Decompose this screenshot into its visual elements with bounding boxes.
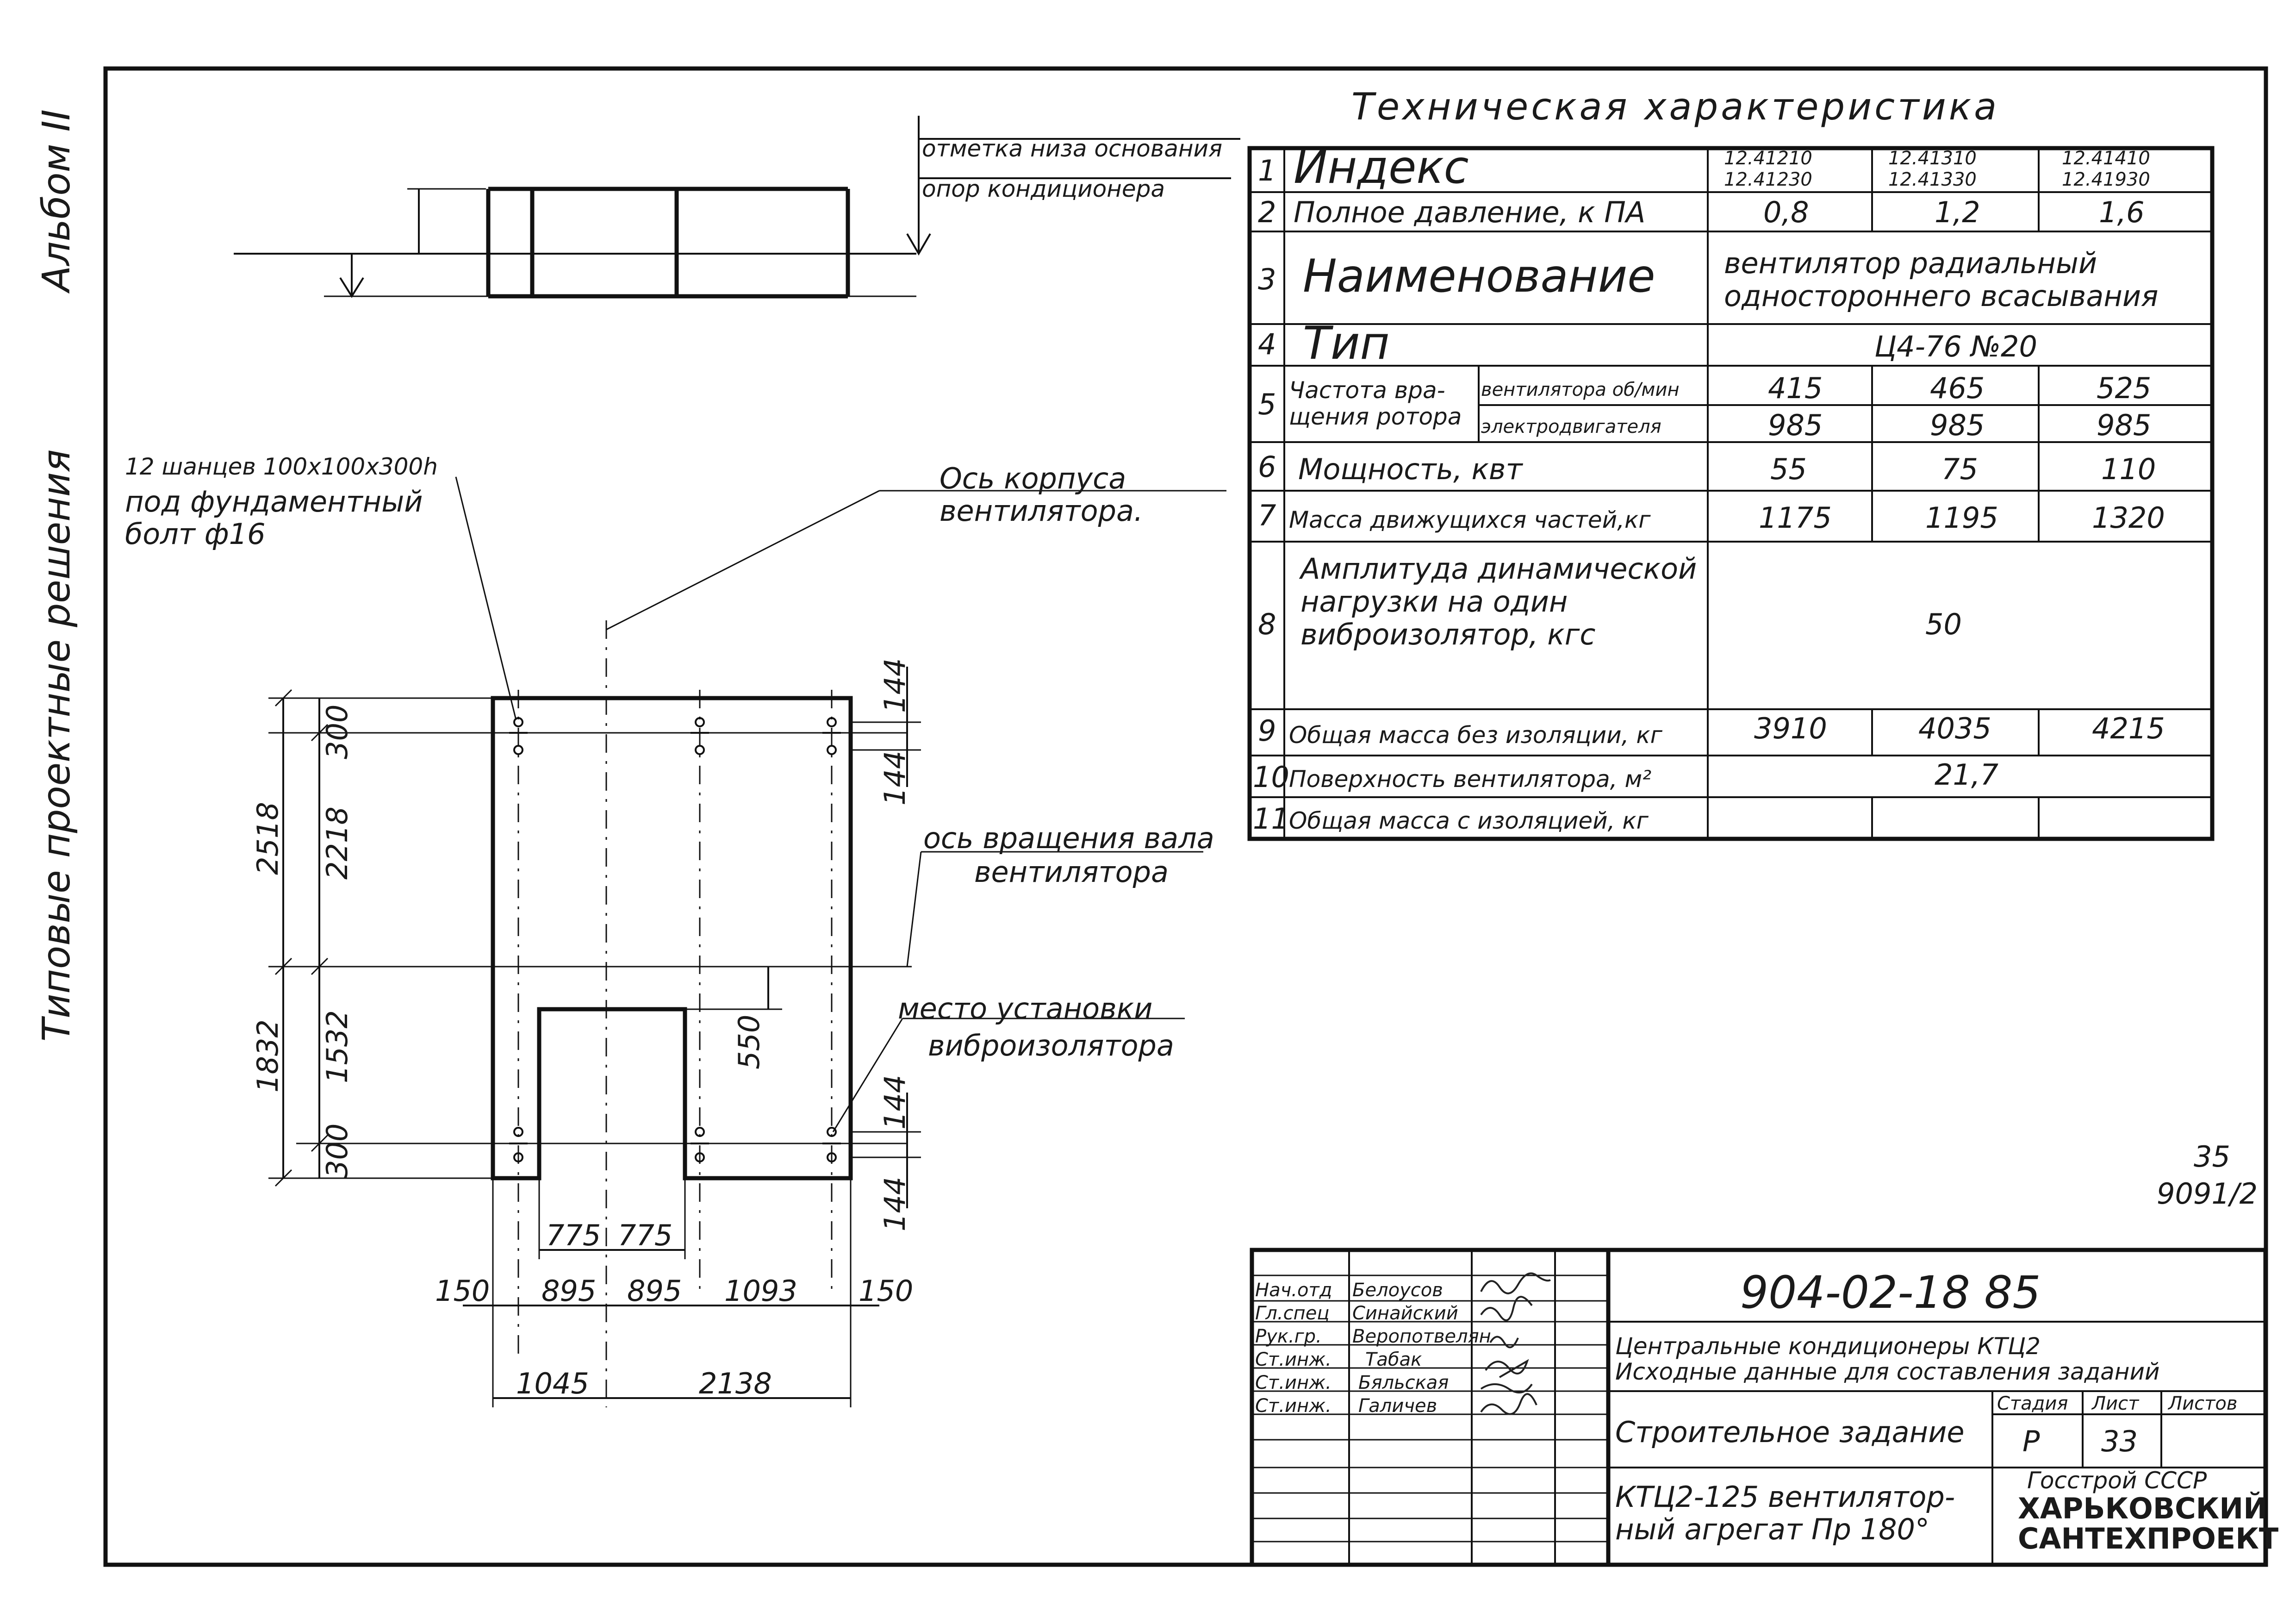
dim-300-top: 300 — [320, 704, 354, 759]
row-7-val-2: 1195 — [1925, 501, 1998, 535]
row-4-num: 4 — [1258, 327, 1276, 361]
row-5-sub-1-val-1: 415 — [1768, 371, 1823, 405]
dim-144-c: 144 — [878, 1074, 912, 1130]
person-3-role: Рук.гр. — [1255, 1326, 1322, 1347]
stage-value: Р — [2022, 1424, 2040, 1458]
row-3-num: 3 — [1258, 262, 1276, 296]
row-6-name: Мощность, квт — [1298, 452, 1523, 486]
project-title-2: Исходные данные для составления заданий — [1615, 1358, 2160, 1385]
row-2-num: 2 — [1258, 195, 1276, 229]
row-6-val-2: 75 — [1941, 452, 1978, 486]
isolator-label-1: место установки — [898, 992, 1153, 1025]
dim-2138: 2138 — [699, 1367, 772, 1400]
dim-2518: 2518 — [251, 802, 285, 875]
dim-150-a: 150 — [435, 1274, 490, 1308]
row-9-val-1: 3910 — [1754, 712, 1827, 745]
row-3-name: Наименование — [1303, 250, 1655, 303]
row-4-name: Тип — [1303, 317, 1390, 370]
dim-1532: 1532 — [320, 1010, 354, 1083]
row-10-name: Поверхность вентилятора, м² — [1289, 766, 1652, 793]
object-title-1: КТЦ2-125 вентилятор- — [1615, 1480, 1955, 1514]
row-11-num: 11 — [1253, 802, 1289, 836]
person-5-name: Бяльская — [1358, 1372, 1449, 1393]
anchors-label-3: болт ф16 — [125, 517, 266, 551]
person-1-role: Нач.отд — [1255, 1280, 1332, 1301]
dim-550: 550 — [732, 1014, 766, 1069]
project-title-1: Центральные кондиционеры КТЦ2 — [1615, 1333, 2041, 1360]
sheets-header: Листов — [2168, 1393, 2238, 1414]
person-2-role: Гл.спец — [1255, 1303, 1330, 1324]
dim-1832: 1832 — [251, 1019, 285, 1093]
row-6-val-3: 110 — [2101, 452, 2156, 486]
sheet-header: Лист — [2092, 1393, 2139, 1414]
anchor-bolts — [509, 718, 841, 1162]
row-1-val-1: 12.41210 12.41230 — [1724, 148, 1812, 190]
row-5-sub-2-val-1: 985 — [1768, 408, 1823, 442]
row-8-name: Амплитуда динамической нагрузки на один виброизолятор, кгс — [1300, 552, 1697, 651]
row-5-sub-2-label: электродвигателя — [1481, 416, 1661, 437]
row-9-name: Общая масса без изоляции, кг — [1289, 722, 1662, 749]
dim-300-bottom: 300 — [320, 1123, 354, 1178]
document-code: 904-02-18 85 — [1740, 1267, 2041, 1318]
row-2-val-1: 0,8 — [1763, 195, 1809, 229]
person-1-name: Белоусов — [1352, 1280, 1443, 1301]
drawing-name: Строительное задание — [1615, 1415, 1965, 1449]
row-8-val: 50 — [1925, 607, 1962, 641]
dim-144-a: 144 — [878, 658, 912, 713]
row-8-num: 8 — [1258, 607, 1276, 641]
row-5-name: Частота вра-щения ротора — [1289, 377, 1462, 430]
row-11-name: Общая масса с изоляцией, кг — [1289, 807, 1649, 834]
dim-895-a: 895 — [541, 1274, 597, 1308]
row-1-num: 1 — [1258, 154, 1276, 187]
base-mark-label-1: отметка низа основания — [922, 135, 1223, 162]
signatures — [1481, 1274, 1550, 1414]
person-4-name: Табак — [1365, 1349, 1422, 1370]
housing-axis-label-1: Ось корпуса — [940, 462, 1126, 495]
row-9-val-2: 4035 — [1918, 712, 1991, 745]
dim-150-b: 150 — [859, 1274, 914, 1308]
stage-header: Стадия — [1997, 1393, 2068, 1414]
row-9-num: 9 — [1258, 714, 1276, 748]
album-label: Альбом II — [35, 109, 79, 292]
dim-775-b: 775 — [618, 1218, 673, 1252]
row-1-name: Индекс — [1294, 141, 1469, 194]
dim-144-b: 144 — [878, 750, 912, 806]
row-5-sub-2-val-3: 985 — [2097, 408, 2152, 442]
row-5-num: 5 — [1258, 387, 1276, 421]
sheet-ref-number: 35 — [2194, 1140, 2230, 1174]
sheet-ref-code: 9091/2 — [2157, 1177, 2258, 1211]
row-10-val: 21,7 — [1935, 758, 1999, 792]
shaft-axis-label-2: вентилятора — [974, 855, 1169, 889]
object-title-2: ный агрегат Пр 180° — [1615, 1512, 1929, 1546]
row-9-val-3: 4215 — [2092, 712, 2165, 745]
row-2-val-2: 1,2 — [1935, 195, 1980, 229]
anchors-label-1: 12 шанцев 100x100x300h — [125, 453, 438, 480]
base-mark-label-2: опор кондиционера — [922, 175, 1165, 202]
row-6-num: 6 — [1258, 450, 1276, 484]
housing-axis-label-2: вентилятора. — [940, 494, 1143, 528]
row-6-val-1: 55 — [1770, 452, 1807, 486]
org-line-2: ХАРЬКОВСКИЙ — [2018, 1492, 2268, 1525]
foundation-plan — [268, 477, 1226, 1407]
row-2-name: Полное давление, к ПА — [1294, 195, 1646, 229]
row-7-name: Масса движущихся частей,кг — [1289, 506, 1651, 533]
dim-1045: 1045 — [516, 1367, 589, 1400]
row-3-val: вентилятор радиальный одностороннего всасывания — [1724, 246, 2159, 313]
row-7-val-3: 1320 — [2092, 501, 2165, 535]
person-5-role: Ст.инж. — [1255, 1372, 1332, 1393]
row-1-val-2: 12.41310 12.41330 — [1888, 148, 1977, 190]
dim-144-d: 144 — [878, 1176, 912, 1231]
row-7-num: 7 — [1258, 499, 1276, 532]
org-line-1: Госстрой СССР — [2027, 1467, 2207, 1494]
table-title: Техническая характеристика — [1351, 85, 2000, 128]
sheet-value: 33 — [2101, 1424, 2138, 1458]
row-2-val-3: 1,6 — [2099, 195, 2145, 229]
dim-2218: 2218 — [320, 806, 354, 880]
person-6-name: Галичев — [1358, 1395, 1437, 1417]
anchors-label-2: под фундаментный — [125, 485, 423, 518]
person-2-name: Синайский — [1352, 1303, 1458, 1324]
person-3-name: Веропотвелян — [1352, 1326, 1491, 1347]
shaft-axis-label-1: ось вращения вала — [923, 821, 1214, 855]
row-4-val: Ц4-76 №20 — [1874, 330, 2037, 363]
dim-1093: 1093 — [724, 1274, 797, 1308]
row-5-sub-1-val-3: 525 — [2097, 371, 2152, 405]
dim-895-b: 895 — [627, 1274, 682, 1308]
row-10-num: 10 — [1253, 760, 1289, 794]
dim-775-a: 775 — [546, 1218, 601, 1252]
row-7-val-1: 1175 — [1759, 501, 1832, 535]
isolator-label-2: виброизолятора — [928, 1029, 1174, 1062]
person-6-role: Ст.инж. — [1255, 1395, 1332, 1417]
series-label: Типовые проектные решения — [35, 449, 79, 1042]
row-5-sub-1-label: вентилятора об/мин — [1481, 379, 1680, 400]
org-line-3: САНТЕХПРОЕКТ — [2018, 1522, 2279, 1555]
row-5-sub-1-val-2: 465 — [1930, 371, 1985, 405]
row-5-sub-2-val-2: 985 — [1930, 408, 1985, 442]
row-1-val-3: 12.41410 12.41930 — [2062, 148, 2150, 190]
person-4-role: Ст.инж. — [1255, 1349, 1332, 1370]
